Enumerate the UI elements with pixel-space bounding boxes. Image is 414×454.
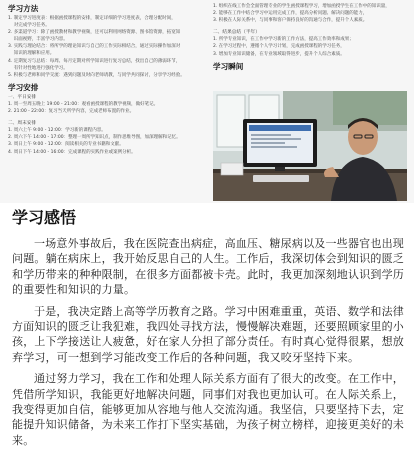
left-column (8, 4, 204, 157)
method-heading: 学习方法 (8, 4, 39, 13)
essay-paragraph: 于是，我决定踏上高等学历教育之路。学习中困难重重，英语、数学和法律方面知识的匮乏让我犯难，我四处寻找方法，慢慢解决难题，还要照顾家里的小孩，上下学接送让人疲惫，好在家人分担了部分责任。有时真心觉得很累，想放弃学习，可一想到学习能改变工作后的各种问题，我又咬牙坚持下来。 (12, 304, 404, 364)
conclusion-item: 3. 增加专业知识储备，在专业领域取得进步，提升个人综合素质。 (213, 51, 345, 57)
weekend-item: 3. 周日上午 9:00 - 12:00：阅读相关的专业书籍和文献。 (8, 142, 124, 148)
method-item: 1. 制定学习进度表：根据函授课程的安排，制定详细的学习进度表，合理分配时间， (8, 16, 176, 21)
goal-item: 2. 能够在工作中结合学习中运用完成工作，提高分析问题、解决问题的能力， (213, 11, 368, 17)
method-item: 4. 定期复习与总结：每周、每月定期对所学知识进行复习总结，找出自己的薄弱环节， (8, 58, 181, 64)
conclusion-item: 2. 在学习过程中，遵循个人学习计划，完成函授课程的学习任务， (213, 44, 345, 50)
plan-section (0, 0, 414, 203)
goal-item: 3. 积极在人际关系中，与同事和客户保持良好的沟通与合作，提升个人素质。 (213, 18, 368, 24)
method-item: 对完成学习任务。 (8, 23, 50, 29)
weekend-item: 1. 周六上午 9:00 - 12:00：学习新的课程内容。 (8, 128, 106, 134)
method-list (8, 16, 204, 79)
essay-title: 学习感悟 (12, 208, 77, 227)
weekend-item: 2. 周六下午 14:00 - 17:00：整理一周所学知识点，制作思维导图，加深理解和记忆。 (8, 135, 181, 141)
essay-paragraph: 通过努力学习，我在工作和处理人际关系方面有了很大的改变。在工作中，凭借所学知识，我能更好地解决问题，同事们对我也更加认可。在人际关系上，我变得更加自信，能够更加从容地与他人交流沟通。我坚信，只要坚持下去，定能提升知识储备，为未来工作打下坚实基础，为孩子树立榜样，迎接更美好的未来。 (12, 372, 404, 447)
method-item: 有针对性地进行强化学习。 (8, 65, 68, 71)
essay-body (12, 236, 404, 454)
weekend-item: 4. 周日下午 14:00 - 16:00：完成课程的实践作业或案例分析。 (8, 149, 136, 155)
weekday-label: 一、平日安排 (8, 94, 37, 100)
right-column (213, 4, 408, 74)
study-photo (213, 91, 407, 201)
essay-paragraph: 一场意外事故后，我在医院查出病症，高血压、糖尿病以及一些器官也出现问题。躺在病床上，我开始反思自己的人生。工作后，我深切体会到知识的匮乏和学历带来的种种限制，在很多方面都被卡壳。此时，我更加深刻地认识到学历的重要性和知识的力量。 (12, 237, 404, 297)
conclusion-item: 1. 所学专业知识，在工作中学习新的工作方法，提高工作效率和成果； (213, 37, 354, 43)
weekend-label: 二、周末安排 (8, 121, 37, 127)
method-item: 3. 实践与理论结合：将所学的理论知识与自己的工作实际相结合，通过实际操作加深对 (8, 44, 181, 50)
method-item: 知识的理解和应用。 (8, 51, 55, 57)
photo-heading: 学习瞬间 (213, 61, 244, 71)
method-item: 识面视野，丰富学习内容。 (8, 37, 68, 43)
weekday-item: 1. 周一至周五晚上 19:00 - 21:00：观看函授课程的教学视频，做好笔记。 (8, 101, 159, 107)
conclusion-label: 二、结果总结（半年） (213, 30, 260, 36)
method-item: 5. 积极与老师和同学交流：遇到问题及时向老师请教，与同学共同探讨，分享学习经验。 (8, 72, 185, 78)
study-photo-illustration (213, 91, 407, 201)
goal-item: 1. 组织在线工作会全面管理专业的学生函授课程学习，增加函授学生在工作中的知识量， (213, 4, 390, 9)
weekday-item: 2. 21:00 - 22:00：复习当天所学内容，完成老师布置的作业。 (8, 109, 135, 115)
method-item: 2. 多渠道学习：除了函授教材和教学视频，还可以利用网络资源、图书馆资源，拓宽知 (8, 30, 181, 36)
reflection-section (0, 203, 414, 447)
schedule-heading: 学习安排 (8, 82, 39, 92)
